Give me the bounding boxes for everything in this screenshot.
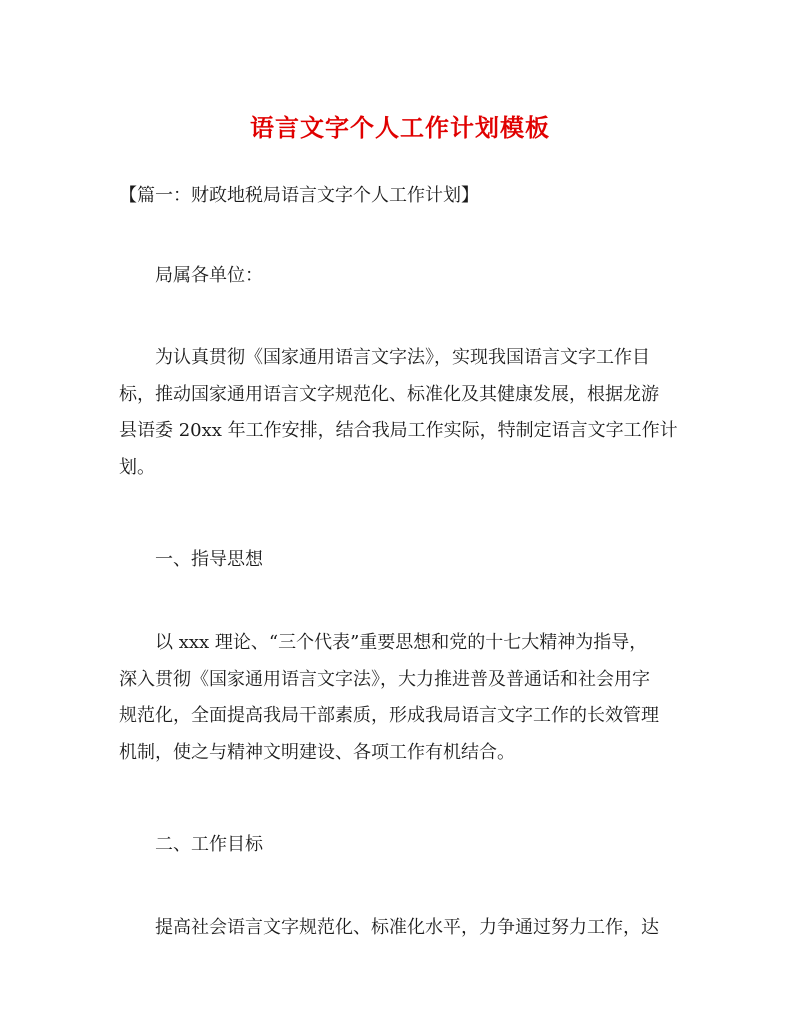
goals-paragraph — [119, 910, 667, 947]
paragraph-line: 标，推动国家通用语言文字规范化、标准化及其健康发展，根据龙游 — [119, 383, 659, 405]
paragraph-line: 划。 — [119, 456, 155, 478]
heading-guiding-ideology: 一、指导思想 — [155, 549, 263, 570]
paragraph-line: 深入贯彻《国家通用语言文字法》，大力推进普及普通话和社会用字 — [119, 668, 650, 690]
salutation: 局属各单位： — [155, 265, 263, 286]
paragraph-line: 提高社会语言文字规范化、标准化水平，力争通过努力工作，达 — [155, 917, 659, 938]
paragraph-line: 以 xxx 理论、“三个代表”重要思想和党的十七大精神为指导， — [155, 632, 648, 653]
section-label: 【篇一：财政地税局语言文字个人工作计划】 — [119, 185, 479, 206]
paragraph-line: 为认真贯彻《国家通用语言文字法》，实现我国语言文字工作目 — [155, 347, 650, 368]
document-title: 语言文字个人工作计划模板 — [250, 113, 550, 142]
paragraph-line: 县语委 20xx 年工作安排，结合我局工作实际，特制定语言文字工作计 — [119, 420, 678, 441]
paragraph-line: 规范化，全面提高我局干部素质，形成我局语言文字工作的长效管理 — [119, 705, 659, 726]
intro-paragraph — [119, 340, 678, 486]
paragraph-line: 机制，使之与精神文明建设、各项工作有机结合。 — [119, 741, 515, 763]
guiding-paragraph — [119, 625, 667, 771]
heading-work-goals: 二、工作目标 — [155, 834, 263, 855]
